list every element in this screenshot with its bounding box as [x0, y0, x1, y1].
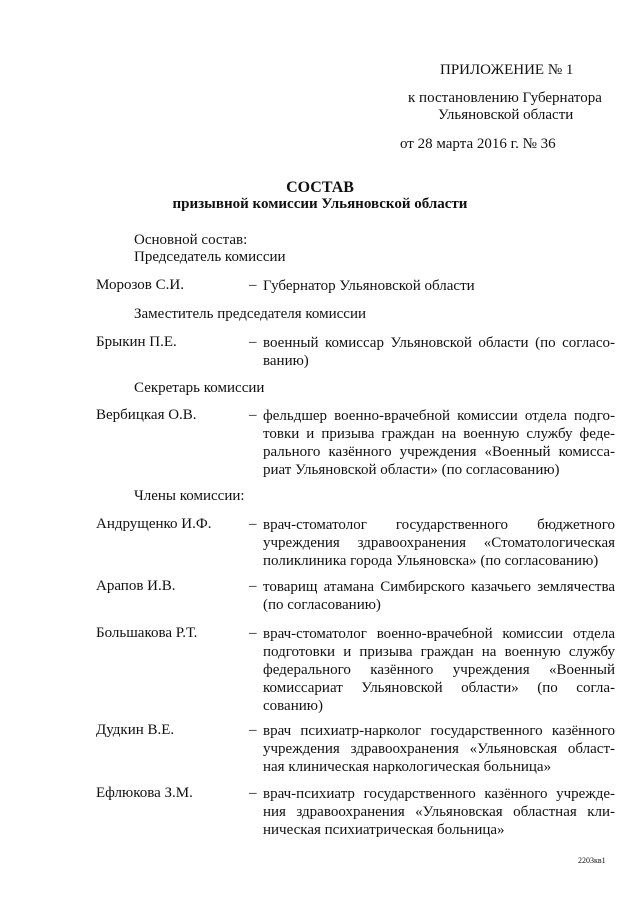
member-name: Андрущенко И.Ф.: [96, 516, 212, 532]
description-line: ния здравоохранения «Ульяновская областная кли-: [263, 804, 615, 820]
member-description: [263, 516, 615, 570]
dash-separator: –: [249, 785, 257, 801]
member-description: [263, 334, 615, 370]
resolution-line-2: Ульяновской области: [438, 107, 574, 123]
member-name: Вербицкая О.В.: [96, 407, 197, 423]
description-line: учреждения здравоохранения «Стоматологическая: [263, 535, 615, 551]
description-line: риат Ульяновской области» (по согласованию): [263, 462, 560, 478]
member-description: [263, 625, 615, 715]
description-line: ническая психиатрическая больница»: [263, 822, 505, 838]
member-description: [263, 785, 615, 839]
description-line: врач-стоматолог государственного бюджетного: [263, 517, 615, 533]
members-heading: Члены комиссии:: [134, 488, 245, 504]
description-line: учреждения здравоохранения «Ульяновская област-: [263, 741, 615, 757]
description-line: федерального казённого учреждения «Военный: [263, 662, 615, 678]
description-line: врач-психиатр государственного казённого учрежде-: [263, 786, 615, 802]
document-subtitle: призывной комиссии Ульяновской области: [172, 196, 468, 212]
appendix-label: ПРИЛОЖЕНИЕ № 1: [440, 62, 574, 78]
member-name: Брыкин П.Е.: [96, 334, 177, 350]
member-name: Ефлюкова З.М.: [96, 785, 193, 801]
document-code: 2203кв1: [578, 856, 606, 865]
dash-separator: –: [249, 722, 257, 738]
description-line: военный комиссар Ульяновской области (по согласо-: [263, 335, 615, 351]
description-line: рального казённого учреждения «Военный комисса-: [263, 444, 615, 460]
member-description: [263, 578, 615, 614]
description-line: сованию): [263, 698, 323, 714]
document-title: СОСТАВ: [286, 179, 354, 196]
description-line: Губернатор Ульяновской области: [263, 278, 475, 294]
description-line: товарищ атамана Симбирского казачьего землячества: [263, 579, 615, 595]
member-description: [263, 277, 615, 295]
description-line: комиссариат Ульяновской области» (по согла-: [263, 680, 615, 696]
chairman-heading: Председатель комиссии: [134, 249, 286, 265]
dash-separator: –: [249, 578, 257, 594]
main-composition-heading: Основной состав:: [134, 232, 248, 248]
description-line: подготовки и призыва граждан на военную службу: [263, 644, 615, 660]
dash-separator: –: [249, 277, 257, 293]
member-name: Морозов С.И.: [96, 277, 184, 293]
description-line: врач-стоматолог военно-врачебной комиссии отдела: [263, 626, 615, 642]
member-description: [263, 722, 615, 776]
resolution-date: от 28 марта 2016 г. № 36: [400, 136, 556, 152]
dash-separator: –: [249, 334, 257, 350]
member-name: Арапов И.В.: [96, 578, 176, 594]
description-line: поликлиника города Ульяновска» (по согласованию): [263, 553, 599, 569]
description-line: товки и призыва граждан на военную службу феде-: [263, 426, 615, 442]
description-line: врач психиатр-нарколог государственного казённого: [263, 723, 615, 739]
description-line: (по согласованию): [263, 597, 381, 613]
description-line: ная клиническая наркологическая больница»: [263, 759, 552, 775]
secretary-heading: Секретарь комиссии: [134, 380, 265, 396]
deputy-heading: Заместитель председателя комиссии: [134, 306, 367, 322]
member-description: [263, 407, 615, 479]
description-line: ванию): [263, 353, 309, 369]
dash-separator: –: [249, 625, 257, 641]
member-name: Большакова Р.Т.: [96, 625, 198, 641]
resolution-line-1: к постановлению Губернатора: [408, 90, 602, 106]
dash-separator: –: [249, 516, 257, 532]
description-line: фельдшер военно-врачебной комиссии отдела подго-: [263, 408, 615, 424]
member-name: Дудкин В.Е.: [96, 722, 175, 738]
dash-separator: –: [249, 407, 257, 423]
